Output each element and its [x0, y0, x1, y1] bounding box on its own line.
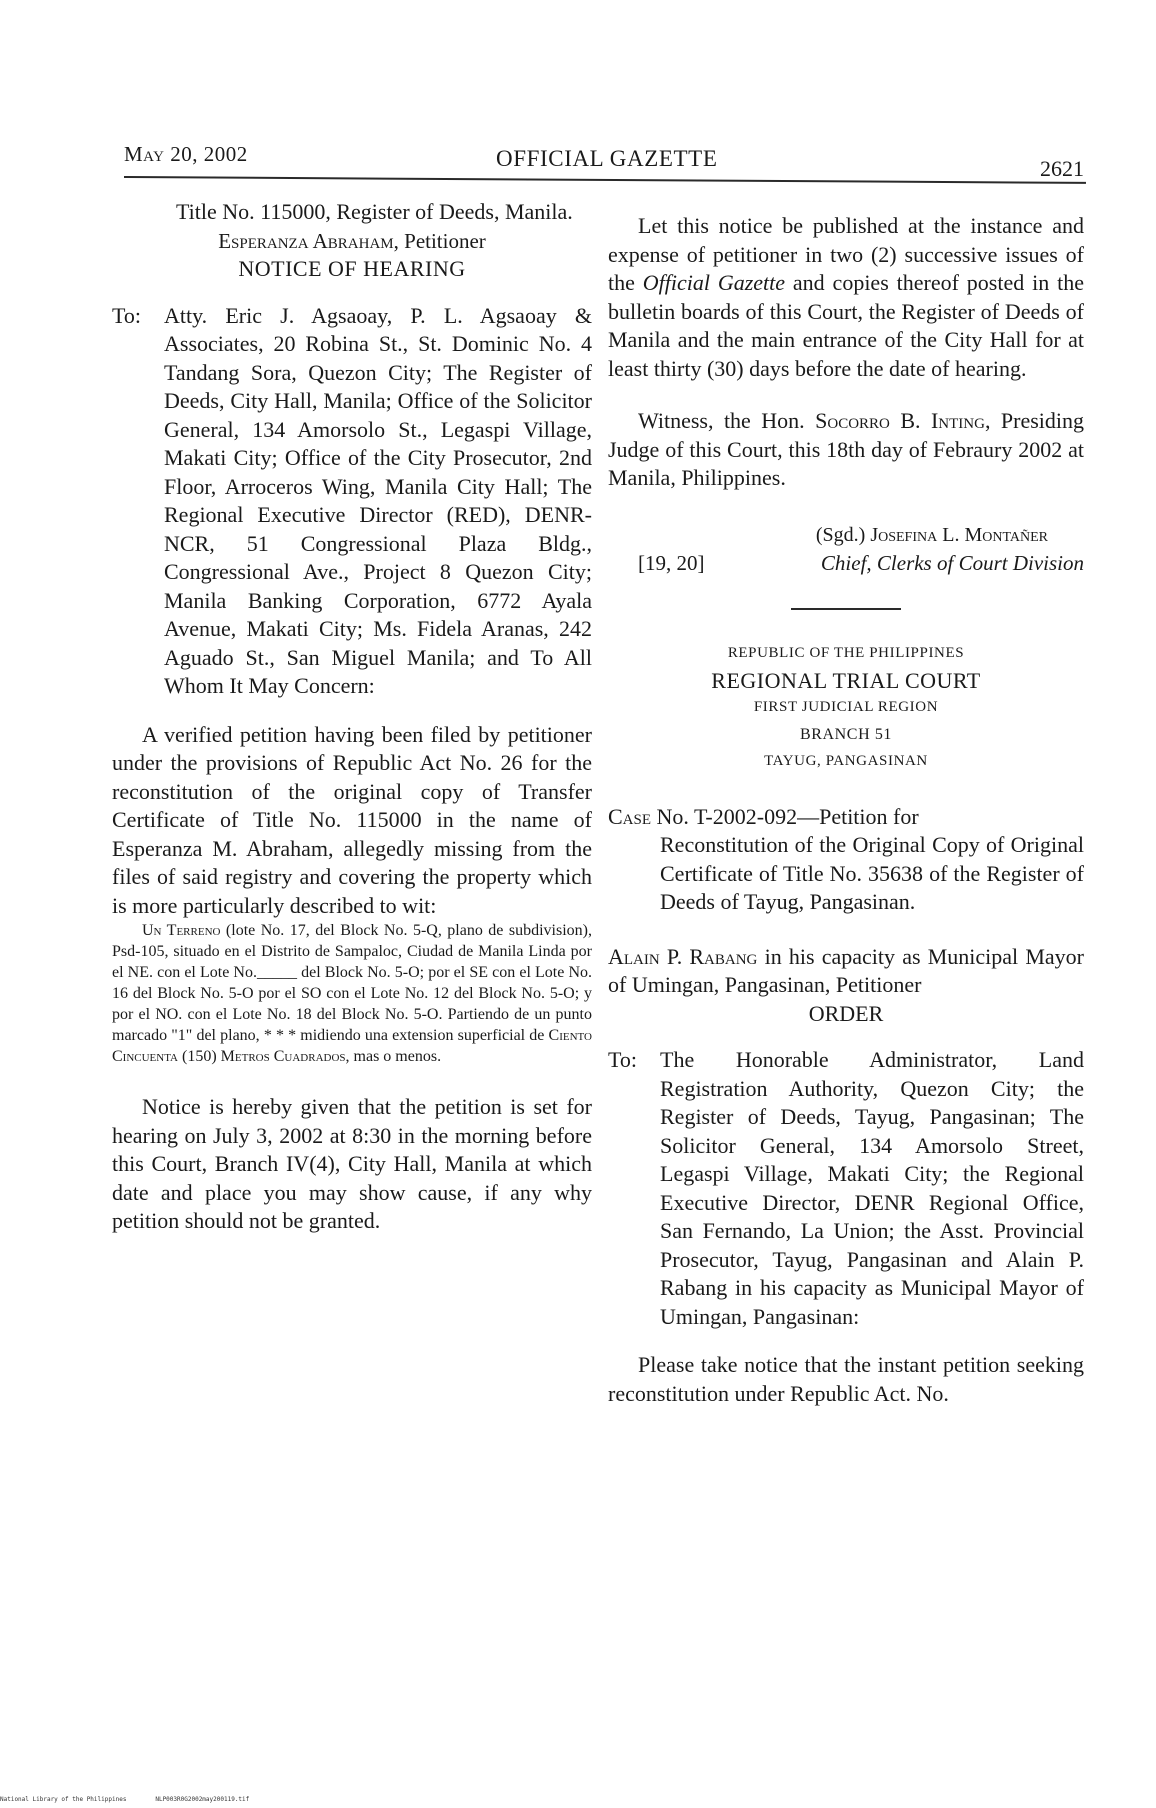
signature-line	[608, 521, 1084, 550]
judge-name: Socorro B. Inting	[815, 408, 985, 433]
witness-pre: Witness, the Hon.	[638, 408, 816, 433]
hearing-paragraph: Notice is hereby given that the petition is set for hearing on July 3, 2002 at 8:30 in the morning before this Court, Branch IV(4), City Hall, Manila at which date and place you may show cause, if any why petition should not be granted.	[112, 1094, 592, 1233]
signatory-title: Chief, Clerks of Court Division	[820, 551, 1084, 575]
gazette-italic: Official Gazette	[642, 270, 786, 295]
signatory-name: Josefina L. Montañer	[870, 523, 1048, 546]
order-heading: ORDER	[808, 1000, 884, 1026]
issue-reference: [19, 20]	[638, 551, 705, 575]
petitioner2-line	[608, 943, 1084, 1000]
footer-library: National Library of the Philippines	[0, 1796, 127, 1803]
desc-lead: Un Terreno	[142, 922, 221, 939]
court-region: FIRST JUDICIAL REGION	[753, 698, 939, 715]
addressee-list: Atty. Eric J. Agsaoay, P. L. Agsaoay & Associates, 20 Robina St., St. Dominic No. 4 Tandang Sora, Quezon City; The Register of Deeds, City Hall, Manila; Office of the Solicitor General, 134 Amorsolo St., Legaspi Village, Makati City; Office of the City Prosecutor, 2nd Floor, Arroceros Wing, Manila City Hall; The Regional Executive Director (RED), DENR-NCR, 51 Congressional Plaza Bldg., Congressional Ave., Project 8 Quezon City; Manila Banking Corporation, 6772 Ayala Avenue, Makati City; Ms. Fidela Aranas, 242 Aguado St., San Miguel Manila; and To All Whom It May Concern:	[164, 302, 592, 698]
signature-block	[608, 521, 1084, 578]
page-number: 2621	[1040, 156, 1084, 181]
petitioner-role: , Petitioner	[393, 228, 486, 253]
notice-heading: NOTICE OF HEARING	[238, 256, 466, 281]
petitioner2-rest: in his capacity as Municipal Mayor of Umingan, Pangasinan, Petitioner	[608, 943, 1084, 997]
desc-area: Ciento Cincuenta	[112, 1027, 592, 1065]
footer-file: NLP003R0G2002may200119.tif	[155, 1796, 250, 1803]
case-caption	[608, 803, 1084, 917]
witness-post: , Presiding Judge of this Court, this 18th day of Febraury 2002 at Manila, Philippines.	[608, 408, 1085, 490]
desc-unit: Metros Cuadrados	[220, 1048, 346, 1065]
property-description	[112, 920, 592, 1067]
header-date: May 20, 2002	[124, 142, 248, 166]
witness-paragraph	[608, 407, 1084, 493]
petitioner-line	[112, 227, 592, 256]
court-heading	[608, 640, 1084, 775]
desc-text: (lote No. 17, del Block No. 5-Q, plano de subdivision), Psd-105, situado en el Distrito de Sampaloc, Ciudad de Manila Linda por el NE. con el Lote No._____ del Block No. 5-O; por el SE con el Lote No. 16 del Block No. 5-O por el SO con el Lote No. 12 del Block No. 5-O; y por el NO. con el Lote No. 18 del Block No. 5-O. Partiendo de un punto marcado "1" del plano, * * * midiendo una extension superficial de	[112, 922, 592, 1044]
court-republic: REPUBLIC OF THE PHILIPPINES	[727, 644, 965, 661]
page-header	[124, 138, 1084, 181]
desc-num: (150)	[178, 1048, 221, 1065]
order-to-label: To:	[608, 1047, 638, 1072]
court-location: TAYUG, PANGASINAN	[764, 752, 928, 769]
closing-paragraph: Please take notice that the instant petition seeking reconstitution under Republic Act. No.	[608, 1352, 1084, 1406]
case-number: No. T-2002-092—Petition for	[651, 803, 919, 829]
signature-title-line	[608, 549, 1084, 578]
publish-pre: Let this notice be published at the instance and expense of petitioner in two (2) successive issues of the	[608, 213, 1084, 295]
case-label: Case	[608, 803, 652, 829]
publication-title: OFFICIAL GAZETTE	[496, 146, 718, 171]
court-name: REGIONAL TRIAL COURT	[711, 667, 981, 693]
left-column	[112, 198, 592, 1236]
petition-paragraph: A verified petition having been filed by petitioner under the provisions of Republic Act No. 26 for the reconstitution of the original copy of Transfer Certificate of Title No. 115000 in the name of Esperanza M. Abraham, allegedly missing from the files of said registry and covering the property which is more particularly described to wit:	[112, 721, 592, 918]
court-branch: BRANCH 51	[799, 725, 893, 743]
order-addressee-block	[608, 1046, 1084, 1331]
right-column	[608, 212, 1084, 1408]
to-label: To:	[112, 302, 142, 328]
petitioner2-name: Alain P. Rabang	[608, 943, 758, 969]
publish-paragraph	[608, 212, 1084, 383]
section-divider	[791, 608, 901, 610]
order-addressee-list: The Honorable Administrator, Land Registration Authority, Quezon City; the Register of Deeds, Tayug, Pangasinan; The Solicitor General, 134 Amorsolo Street, Legaspi Village, Makati City; the Regional Executive Director, DENR Regional Office, San Fernando, La Union; the Asst. Provincial Prosecutor, Tayug, Pangasinan and Alain P. Rabang in his capacity as Municipal Mayor of Umingan, Pangasinan:	[660, 1047, 1084, 1329]
petitioner-name: Esperanza Abraham	[218, 228, 394, 253]
case-first-line	[608, 803, 1084, 832]
publish-post: and copies thereof posted in the bulletin boards of this Court, the Register of Deeds of Manila and the main entrance of the City Hall for at least thirty (30) days before the date of hearing.	[608, 270, 1084, 381]
signed-prefix: (Sgd.)	[815, 523, 871, 546]
title-continuation: Title No. 115000, Register of Deeds, Manila.	[176, 199, 573, 224]
desc-end: , mas o menos.	[345, 1048, 442, 1065]
addressee-block	[112, 302, 592, 701]
scan-footer	[0, 1796, 249, 1803]
case-description: Reconstitution of the Original Copy of Original Certificate of Title No. 35638 of the Register of Deeds of Tayug, Pangasinan.	[660, 832, 1084, 914]
